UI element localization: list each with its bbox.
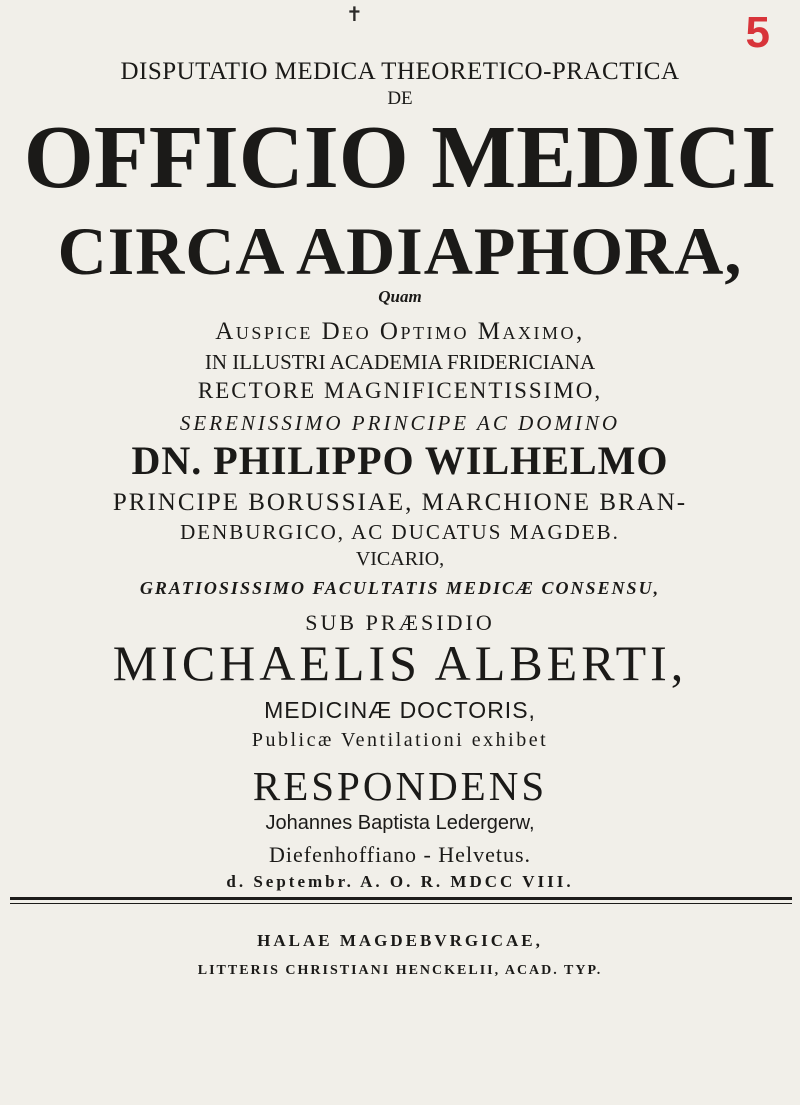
page-number-mark: 5 (745, 8, 770, 57)
academia-line: IN ILLUSTRI ACADEMIA FRIDERICIANA (204, 350, 596, 374)
denburgico-line: DENBURGICO, AC DUCATUS MAGDEB. (180, 520, 620, 544)
imprint-place: HALAE MAGDEBVRGICAE, (257, 931, 543, 950)
praesidio-line: SUB PRÆSIDIO (305, 610, 495, 635)
date-line: d. Septembr. A. O. R. MDCC VIII. (226, 872, 574, 891)
imprint-divider-thin (10, 903, 792, 904)
borussiae-line: PRINCIPE BORUSSIAE, MARCHIONE BRAN- (112, 489, 688, 516)
vicario-line: VICARIO, (355, 548, 445, 570)
prince-name: DN. PHILIPPO WILHELMO (131, 438, 669, 483)
doctoris-line: MEDICINÆ DOCTORIS, (264, 697, 536, 723)
origin-line: Diefenhoffiano - Helvetus. (268, 842, 532, 867)
printer-ornament: ✝ (346, 4, 363, 26)
quam-line: Quam (378, 287, 422, 306)
de-line: DE (387, 88, 413, 109)
respondent-name: Johannes Baptista Ledergerw, (265, 812, 535, 834)
imprint-printer: LITTERIS CHRISTIANI HENCKELII, ACAD. TYP. (197, 963, 603, 978)
principe-line: SERENISSIMO PRINCIPE AC DOMINO (179, 411, 621, 435)
imprint-divider-thick (10, 897, 792, 900)
rectore-line: RECTORE MAGNIFICENTISSIMO, (197, 378, 603, 403)
disputation-heading: DISPUTATIO MEDICA THEORETICO-PRACTICA (120, 58, 680, 85)
subtitle: CIRCA ADIAPHORA, (57, 213, 743, 289)
main-title: OFFICIO MEDICI (23, 108, 777, 207)
praeses-name: MICHAELIS ALBERTI, (112, 635, 688, 691)
auspice-line: Auspice Deo Optimo Maximo, (215, 318, 585, 345)
respondens-label: RESPONDENS (252, 763, 548, 809)
consensu-line: GRATIOSISSIMO FACULTATIS MEDICÆ CONSENSU, (139, 578, 661, 598)
ventilatio-line: Publicæ Ventilationi exhibet (251, 729, 549, 751)
